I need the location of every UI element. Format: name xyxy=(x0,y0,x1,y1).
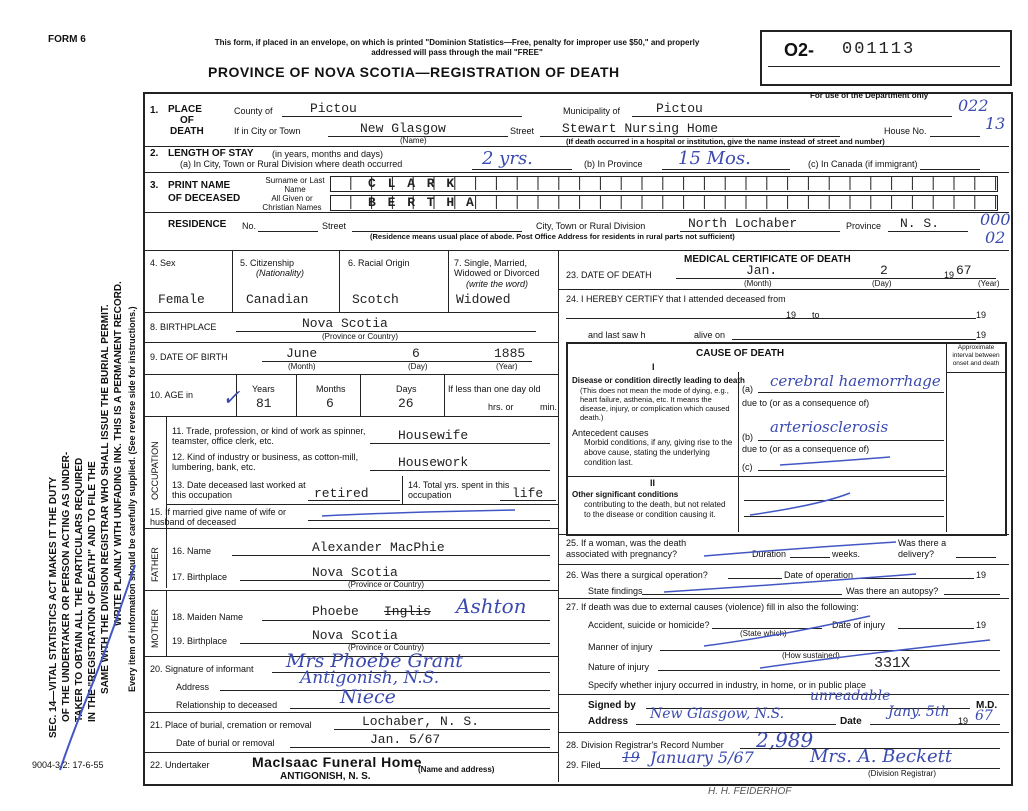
q26-label: 26. Was there a surgical operation? xyxy=(566,570,708,580)
surname-value: C L A R K xyxy=(368,176,457,191)
stay-a-label: (a) In City, Town or Rural Division where death occurred xyxy=(180,159,403,169)
last-worked-label: 13. Date deceased last worked at this occupation xyxy=(172,480,306,500)
q27-pen-strokes xyxy=(700,606,1000,686)
age-hrs-label: hrs. or xyxy=(488,402,514,412)
mother-bp: Nova Scotia xyxy=(312,628,398,643)
undertaker-address: ANTIGONISH, N. S. xyxy=(280,771,371,782)
total-years-label: 14. Total yrs. spent in this occupation xyxy=(408,480,510,500)
undertaker-caption: (Name and address) xyxy=(418,765,495,774)
duration-label: Duration xyxy=(752,549,787,559)
mother-maiden-hand: Ashton xyxy=(456,594,527,618)
industry-label: 12. Kind of industry or business, as cotton-mill, lumbering, bank, etc. xyxy=(172,452,359,472)
marital-value: Widowed xyxy=(456,292,511,307)
father-bp-cap: (Province or Country) xyxy=(348,580,425,589)
mother-maiden-struck: Inglis xyxy=(384,604,431,619)
side-text-6: WRITE PLAINLY WITH UNFADING INK. THIS IS A PERMANENT RECORD. xyxy=(113,281,124,626)
footer-code: 9004-3.2: 17-6-55 xyxy=(32,760,104,770)
registration-number-box xyxy=(760,30,1012,86)
dept-code-3: 000 xyxy=(980,210,1011,229)
birthplace-caption: (Province or Country) xyxy=(322,332,399,341)
dob-year: 1885 xyxy=(494,346,526,361)
nature-code: 331X xyxy=(874,655,911,672)
municipality-value: Pictou xyxy=(656,101,703,116)
side-text-1: SEC. 14—VITAL STATISTICS ACT MAKES IT THE DUTY xyxy=(48,476,59,738)
dept-use-label: For use of the Department only xyxy=(810,91,929,100)
q26-pen-stroke xyxy=(660,570,920,596)
age-label: 10. AGE in xyxy=(150,390,194,400)
dod-label: 23. DATE OF DEATH xyxy=(566,270,652,280)
marital-sub: (write the word) xyxy=(466,279,529,289)
stay-sub: (in years, months and days) xyxy=(272,149,384,159)
house-label: House No. xyxy=(884,126,927,136)
nature-label: Nature of injury xyxy=(588,662,650,672)
mother-bp-cap: (Province or Country) xyxy=(348,643,425,652)
cause-c-label: (c) xyxy=(742,462,753,472)
cause-b-value: arteriosclerosis xyxy=(770,418,889,436)
autopsy-label: Was there an autopsy? xyxy=(846,586,939,596)
findings-label: State findings xyxy=(588,586,643,596)
dod-day: 2 xyxy=(880,263,888,278)
occupation-side: OCCUPATION xyxy=(150,441,160,500)
age-days-label: Days xyxy=(396,384,417,394)
place-label-2: OF xyxy=(180,115,194,126)
hospital-note: (If death occurred in a hospital or institution, give the name instead of street and number) xyxy=(566,137,885,146)
spouse-pen-stroke xyxy=(320,506,520,520)
dod-month-cap: (Month) xyxy=(744,279,772,288)
undertaker-name: MacIsaac Funeral Home xyxy=(252,754,423,770)
filed-value: January 5/67 xyxy=(650,748,754,767)
q27-label: 27. If death was due to external causes (violence) fill in also the following: xyxy=(566,602,859,612)
interval-label: Approximate interval between onset and death xyxy=(952,344,1000,367)
certify-19b: 19 xyxy=(976,310,987,320)
cause-title: CAUSE OF DEATH xyxy=(696,348,785,359)
year-signed: 67 xyxy=(975,708,993,724)
undertaker-label: 22. Undertaker xyxy=(150,760,210,770)
informant-rel: Niece xyxy=(340,686,396,708)
age-years-label: Years xyxy=(252,384,275,394)
residence-province-label: Province xyxy=(846,221,882,231)
father-bp: Nova Scotia xyxy=(312,565,398,580)
registrar-caption: (Division Registrar) xyxy=(868,769,937,778)
given-value: B E R T H A xyxy=(368,195,476,210)
burial-place-label: 21. Place of burial, cremation or removal xyxy=(150,720,312,730)
address-label: Address xyxy=(588,716,629,727)
county-value: Pictou xyxy=(310,101,357,116)
county-label: County of xyxy=(234,106,273,116)
industry-value: Housework xyxy=(398,455,469,470)
informant-addr-label: Address xyxy=(176,682,210,692)
cause-a-label: (a) xyxy=(742,384,753,394)
last-worked-value: retired xyxy=(314,486,369,501)
informant-addr: Antigonish, N.S. xyxy=(300,668,440,688)
father-name-label: 16. Name xyxy=(172,546,212,556)
informant-sig-label: 20. Signature of informant xyxy=(150,664,254,674)
age-check: ✓ xyxy=(222,386,241,411)
stay-b-value: 15 Mos. xyxy=(678,148,751,169)
total-years-value: life xyxy=(512,486,544,501)
dob-month: June xyxy=(286,346,318,361)
stay-b-label: (b) In Province xyxy=(584,159,643,169)
father-name: Alexander MacPhie xyxy=(312,540,445,555)
age-min-label: min. xyxy=(540,402,558,412)
date-injury-label: Date of injury xyxy=(832,620,886,630)
citizenship-label: 5. Citizenship xyxy=(240,258,295,268)
margin-pen-stroke xyxy=(50,560,150,780)
signed-label: Signed by xyxy=(588,700,636,711)
cause-b-label: (b) xyxy=(742,432,753,442)
father-bp-label: 17. Birthplace xyxy=(172,572,228,582)
burial-date-label: Date of burial or removal xyxy=(176,738,275,748)
signed-value: unreadable xyxy=(810,688,891,704)
filed-struck: 19 xyxy=(622,750,640,766)
state-which: (State which) xyxy=(740,629,787,638)
other-sub: contributing to the death, but not related to the disease or condition causing it. xyxy=(584,500,726,519)
other-label: Other significant conditions xyxy=(572,490,679,499)
date-op-label: Date of operation xyxy=(784,570,854,580)
dept-code-4: 02 xyxy=(985,228,1006,247)
footer-stamp: H. H. FEIDERHOF xyxy=(708,786,792,797)
medical-title: MEDICAL CERTIFICATE OF DEATH xyxy=(684,254,851,265)
birthplace-label: 8. BIRTHPLACE xyxy=(150,322,217,332)
side-text-7: Every item of information should be carefully supplied. (See reverse side for instructions.) xyxy=(127,306,137,692)
date-signed-label: Date xyxy=(840,716,862,727)
residence-label: RESIDENCE xyxy=(168,219,227,230)
mother-bp-label: 19. Birthplace xyxy=(172,636,228,646)
part-2: II xyxy=(650,478,656,488)
trade-label: 11. Trade, profession, or kind of work as spinner, teamster, office clerk, etc. xyxy=(172,426,366,446)
antecedent-label: Antecedent causes xyxy=(572,428,649,438)
residence-city-label: City, Town or Rural Division xyxy=(536,221,646,231)
md-label: M.D. xyxy=(976,700,998,711)
street-label: Street xyxy=(510,126,535,136)
spouse-label: 15. If married give name of wife or husband of deceased xyxy=(150,507,287,527)
certify-19a: 19 xyxy=(786,310,797,320)
informant-rel-label: Relationship to deceased xyxy=(176,700,278,710)
direct-label: Disease or condition directly leading to death xyxy=(572,376,745,385)
reg-record-value: 2,989 xyxy=(756,728,814,752)
age-days: 26 xyxy=(398,396,414,411)
dob-month-cap: (Month) xyxy=(288,362,316,371)
how-sustained: (How sustained) xyxy=(782,651,840,660)
residence-street-label: Street xyxy=(322,221,347,231)
due-to-a: due to (or as a consequence of) xyxy=(742,398,870,408)
sex-value: Female xyxy=(158,292,205,307)
racial-label: 6. Racial Origin xyxy=(348,258,410,268)
stay-c-label: (c) In Canada (if immigrant) xyxy=(808,159,918,169)
age-months: 6 xyxy=(326,396,334,411)
dob-day: 6 xyxy=(412,346,420,361)
city-label: If in City or Town xyxy=(234,126,301,136)
marital-label: 7. Single, Married, Widowed or Divorced xyxy=(454,258,540,278)
side-text-2: OF THE UNDERTAKER OR PERSON ACTING AS UNDER- xyxy=(61,451,72,722)
postal-notice: This form, if placed in an envelope, on which is printed "Dominion Statistics—Free, penalty for improper use $50," and properly addressed will pass through the mail "FREE" xyxy=(214,38,700,57)
due-to-b: due to (or as a consequence of) xyxy=(742,444,870,454)
informant-sig: Mrs Phoebe Grant xyxy=(286,650,463,672)
stay-a-value: 2 yrs. xyxy=(482,148,533,169)
residence-city-value: North Lochaber xyxy=(688,216,798,231)
antecedent-sub: Morbid conditions, if any, giving rise to the above cause, stating the underlying condition last. xyxy=(584,438,733,467)
residence-note: (Residence means usual place of abode. Post Office Address for residents in rural parts not sufficient) xyxy=(370,232,735,241)
burial-place: Lochaber, N. S. xyxy=(362,714,480,729)
alive-19: 19 xyxy=(976,330,987,340)
city-caption: (Name) xyxy=(400,136,427,145)
municipality-label: Municipality of xyxy=(563,106,621,116)
form-number: FORM 6 xyxy=(48,34,86,45)
dod-year-prefix: 19 xyxy=(944,270,955,280)
q25-pen-stroke xyxy=(700,540,900,560)
reg-number: 001113 xyxy=(842,40,916,59)
stay-label: LENGTH OF STAY xyxy=(168,148,254,159)
place-label-1: PLACE xyxy=(168,104,202,115)
direct-sub: (This does not mean the mode of dying, e.g., heart failure, asthenia, etc. It means the disease, injury, or complication which caused death.) xyxy=(580,386,730,422)
birthplace-value: Nova Scotia xyxy=(302,316,388,331)
side-text-3: TAKER TO OBTAIN ALL THE PARTICULARS REQUIRED xyxy=(74,457,85,722)
dob-year-cap: (Year) xyxy=(496,362,518,371)
dob-day-cap: (Day) xyxy=(408,362,428,371)
side-text-5: SAME WITH THE DIVISION REGISTRAR WHO SHALL ISSUE THE BURIAL PERMIT. xyxy=(100,304,111,694)
given-label: All Given or Christian Names xyxy=(262,194,322,212)
citizenship-value: Canadian xyxy=(246,292,309,307)
name-num: 3. xyxy=(150,180,159,191)
street-value: Stewart Nursing Home xyxy=(562,121,719,136)
delivery-label: Was there a delivery? xyxy=(898,538,947,559)
place-label-3: DEATH xyxy=(170,126,204,137)
q25-label: 25. If a woman, was the death associated with pregnancy? xyxy=(566,538,687,559)
industry-q: Specify whether injury occurred in industry, in home, or in public place xyxy=(588,680,866,690)
city-value: New Glasgow xyxy=(360,121,446,136)
date-signed-19: 19 xyxy=(958,716,969,726)
trade-value: Housewife xyxy=(398,428,469,443)
residence-no-label: No. xyxy=(242,221,257,231)
dob-label: 9. DATE OF BIRTH xyxy=(150,352,228,362)
manner-label: Manner of injury xyxy=(588,642,653,652)
certify-to: to xyxy=(812,310,820,320)
sex-label: 4. Sex xyxy=(150,258,176,268)
reg-prefix: O2- xyxy=(784,40,815,60)
mother-side: MOTHER xyxy=(150,609,160,648)
dod-month: Jan. xyxy=(746,263,778,278)
part-1: I xyxy=(652,362,655,372)
cause-a-value: cerebral haemorrhage xyxy=(770,372,941,390)
dod-year-cap: (Year) xyxy=(978,279,1000,288)
mother-maiden-typed: Phoebe xyxy=(312,604,359,619)
residence-province-value: N. S. xyxy=(900,216,940,231)
dod-year: 67 xyxy=(956,263,972,278)
age-less-label: If less than one day old xyxy=(448,384,541,394)
stay-num: 2. xyxy=(150,148,159,159)
accident-label: Accident, suicide or homicide? xyxy=(588,620,710,630)
last-saw-label: and last saw h xyxy=(588,330,646,340)
racial-value: Scotch xyxy=(352,292,399,307)
mother-maiden-label: 18. Maiden Name xyxy=(172,612,244,622)
date-signed: Jany. 5th xyxy=(888,704,950,720)
weeks-label: weeks. xyxy=(832,549,861,559)
burial-date: Jan. 5/67 xyxy=(370,732,441,747)
cause-pen-strokes xyxy=(740,455,940,525)
certify-label: 24. I HEREBY CERTIFY that I attended deceased from xyxy=(566,294,786,304)
citizenship-sub: (Nationality) xyxy=(256,268,305,278)
dod-day-cap: (Day) xyxy=(872,279,892,288)
dept-code-2: 13 xyxy=(985,114,1006,133)
registrar-sig: Mrs. A. Beckett xyxy=(810,746,953,767)
reg-record-label: 28. Division Registrar's Record Number xyxy=(566,740,724,750)
surname-label: Surname or Last Name xyxy=(265,176,325,194)
surgery-19: 19 xyxy=(976,570,987,580)
center-divider xyxy=(558,250,559,782)
name-label-2: OF DECEASED xyxy=(168,193,241,204)
alive-on-label: alive on xyxy=(694,330,726,340)
age-months-label: Months xyxy=(316,384,346,394)
side-text-4: IN THE "REGISTRATION OF DEATH" AND TO FILE THE xyxy=(87,461,98,722)
father-side: FATHER xyxy=(150,547,160,582)
place-num: 1. xyxy=(150,105,159,116)
filed-label: 29. Filed xyxy=(566,760,601,770)
page-title: PROVINCE OF NOVA SCOTIA—REGISTRATION OF DEATH xyxy=(208,64,620,80)
name-label-1: PRINT NAME xyxy=(168,180,231,191)
injury-19: 19 xyxy=(976,620,987,630)
address-value: New Glasgow, N.S. xyxy=(650,706,785,722)
age-years: 81 xyxy=(256,396,272,411)
dept-code-1: 022 xyxy=(958,96,989,115)
